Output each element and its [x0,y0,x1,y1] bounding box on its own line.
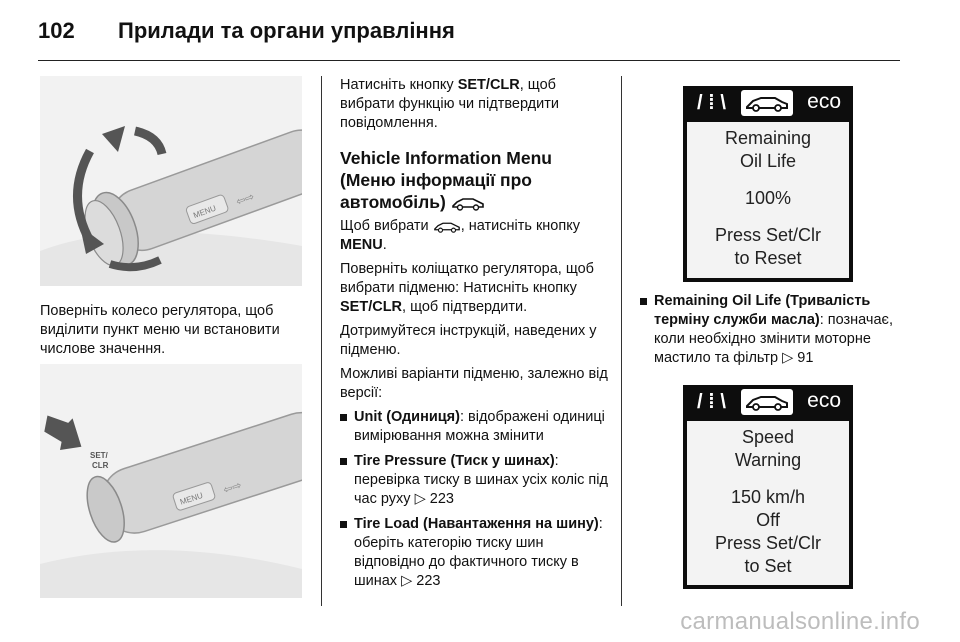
display-screen [687,421,849,585]
page-ref[interactable]: 91 [797,350,814,366]
svg-text:⇦⇨: ⇦⇨ [221,479,244,497]
display-line: Oil Life [739,151,797,171]
display-screen [687,122,849,278]
page-ref[interactable]: 223 [416,573,441,589]
list-item: Unit (Одиниця): відображені одиниці вимірювання можна змінити [340,408,612,446]
display-line: Press Set/Clr [714,225,822,245]
display-indicator-marks: / ⁞ \ [697,92,726,114]
display-line: Press Set/Clr [714,533,822,553]
set-clr-label-2: CLR [92,461,109,470]
display-indicator-marks: / ⁞ \ [697,391,726,413]
column-divider-1 [321,76,322,606]
page-ref-arrow-icon: ▷ [782,350,798,366]
follow-paragraph: Дотримуйтеся інструкцій, наведених у підменю. [340,323,597,358]
header-rule [38,60,900,61]
display-line: Remaining [724,128,812,148]
display-line: to Set [744,556,792,576]
bullet-square-icon [340,458,347,465]
display-top-bar [683,385,853,419]
oil-life-bullet: Remaining Oil Life (Тривалість терміну служби масла): позначає, коли необхідно змінити моторне мастило та фільтр ▷ 91 [640,292,902,368]
page-ref-arrow-icon: ▷ [414,491,430,507]
page-ref[interactable]: 223 [429,491,454,507]
menu-button-label: MENU [192,203,218,221]
section-heading: Vehicle Information Menu (Меню інформації про автомобіль) [340,148,552,212]
display-top-bar [683,86,853,120]
list-item: Tire Pressure (Тиск у шинах): перевірка тиску в шинах усіх коліс під час руху ▷ 223 [340,452,612,509]
rotate-paragraph: Поверніть коліщатко регулятора, щоб вибрати підменю: Натисніть кнопку SET/CLR, щоб підтвердити. [340,261,594,315]
car-icon-inline [433,220,461,233]
bullet-square-icon [340,414,347,421]
submenu-options-list [340,408,612,591]
display-value: 150 km/h [730,487,806,507]
column-divider-2 [621,76,622,606]
select-paragraph: Щоб вибрати , натисніть кнопку MENU. [340,218,580,253]
menu-button-label-2: MENU [178,490,205,507]
bullet-square-icon [340,521,347,528]
set-clr-label-1: SET/ [90,451,108,460]
list-item: Tire Load (Навантаження на шину): оберіть категорію тиску шин відповідно до фактичного тиску в шинах ▷ 223 [340,515,612,591]
page-title: Прилади та органи управління [118,18,455,43]
page-ref-arrow-icon: ▷ [401,573,417,589]
rotate-caption: Поверніть колесо регулятора, щоб виділити пункт меню чи встановити числове значення. [40,303,280,357]
options-intro: Можливі варіанти підменю, залежно від версії: [340,366,608,401]
car-icon [451,195,485,211]
display-value: 100% [744,188,792,208]
stalk-press-illustration [40,364,302,598]
eco-label: eco [807,90,841,113]
speed-warning-display [683,385,853,589]
display-line: to Reset [734,248,802,268]
car-display-icon [741,90,793,116]
intro-paragraph: Натисніть кнопку SET/CLR, щоб вибрати функцію чи підтвердити повідомлення. [340,77,559,131]
car-display-icon [741,389,793,415]
display-line: Speed [741,427,795,447]
bullet-square-icon [640,298,647,305]
watermark: carmanualsonline.info [680,608,920,635]
display-line: Off [756,510,780,530]
display-line: Warning [734,450,802,470]
eco-label: eco [807,389,841,412]
middle-column [340,76,612,597]
stalk-rotate-illustration [40,76,302,286]
oil-life-display [683,86,853,282]
page-number: 102 [38,18,75,43]
svg-text:⇦⇨: ⇦⇨ [234,190,257,209]
